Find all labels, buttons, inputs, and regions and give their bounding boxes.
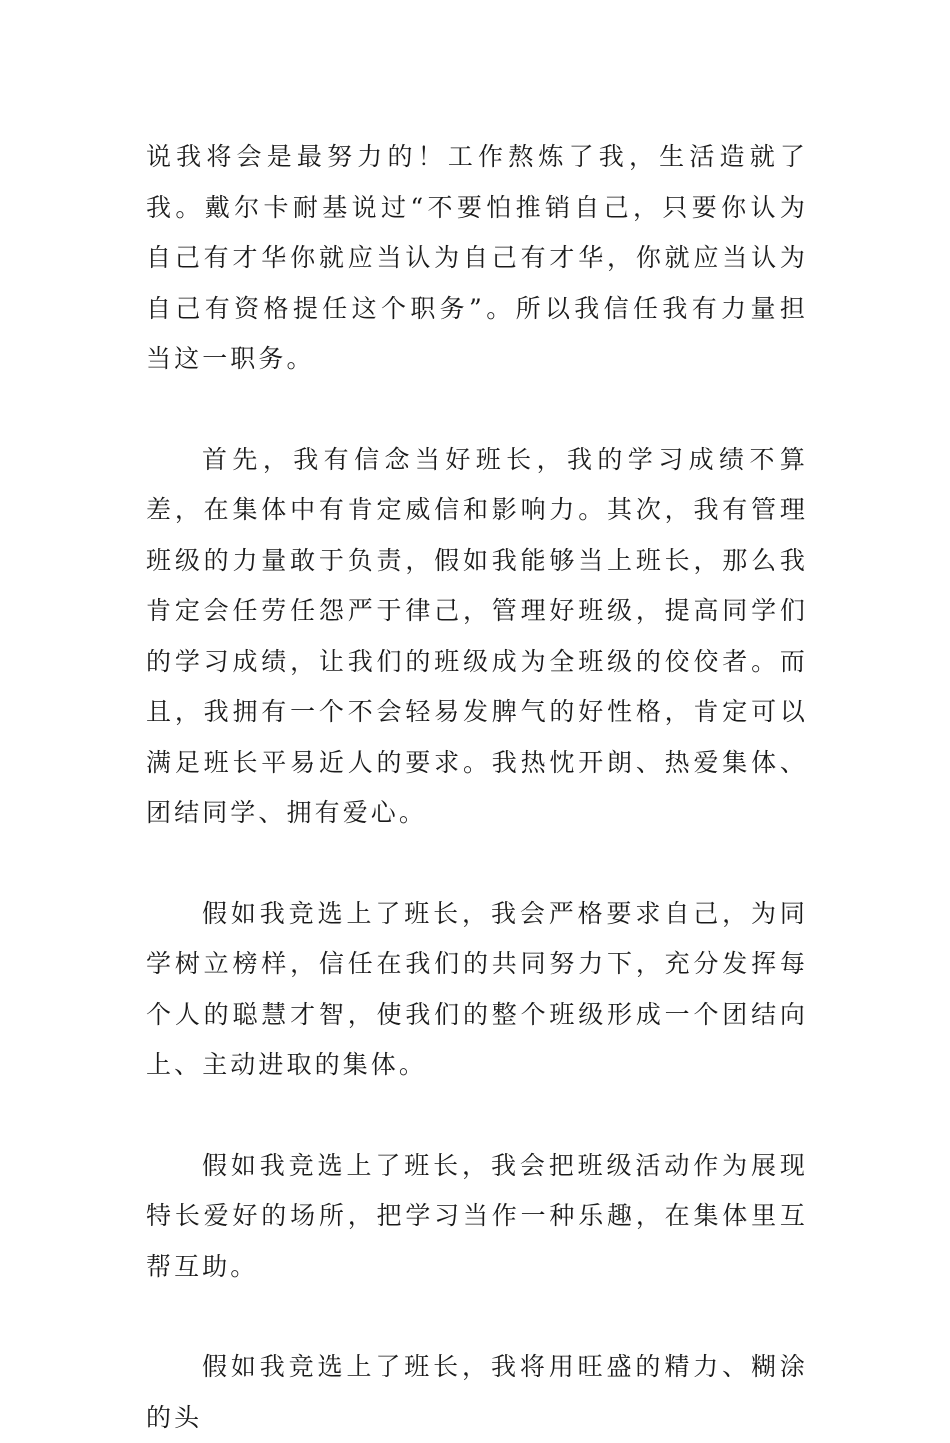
paragraph-gap — [146, 385, 808, 435]
paragraph-gap — [146, 1091, 808, 1141]
paragraph-gap — [146, 839, 808, 889]
paragraph-gap — [146, 1292, 808, 1342]
paragraph-2: 首先，我有信念当好班长，我的学习成绩不算差，在集体中有肯定威信和影响力。其次，我有管理班级的力量敢于负责，假如我能够当上班长，那么我肯定会任劳任怨严于律己，管理好班级，提高同学们的学习成绩，让我们的班级成为全班级的佼佼者。而且，我拥有一个不会轻易发脾气的好性格，肯定可以满足班长平易近人的要求。我热忱开朗、热爱集体、团结同学、拥有爱心。 — [146, 444, 808, 827]
paragraph-4: 假如我竞选上了班长，我会把班级活动作为展现特长爱好的场所，把学习当作一种乐趣，在集体里互帮互助。 — [146, 1150, 808, 1281]
paragraph-1: 说我将会是最努力的！工作熬炼了我，生活造就了我。戴尔卡耐基说过“不要怕推销自己，只要你认为自己有才华你就应当认为自己有才华，你就应当认为自己有资格提任这个职务”。所以我信任我有力量担当这一职务。 — [146, 142, 808, 373]
document-body — [146, 132, 808, 1443]
paragraph-3: 假如我竞选上了班长，我会严格要求自己，为同学树立榜样，信任在我们的共同努力下，充分发挥每个人的聪慧才智，使我们的整个班级形成一个团结向上、主动进取的集体。 — [146, 898, 808, 1079]
paragraph-5: 假如我竞选上了班长，我将用旺盛的精力、糊涂的头 — [146, 1352, 808, 1432]
